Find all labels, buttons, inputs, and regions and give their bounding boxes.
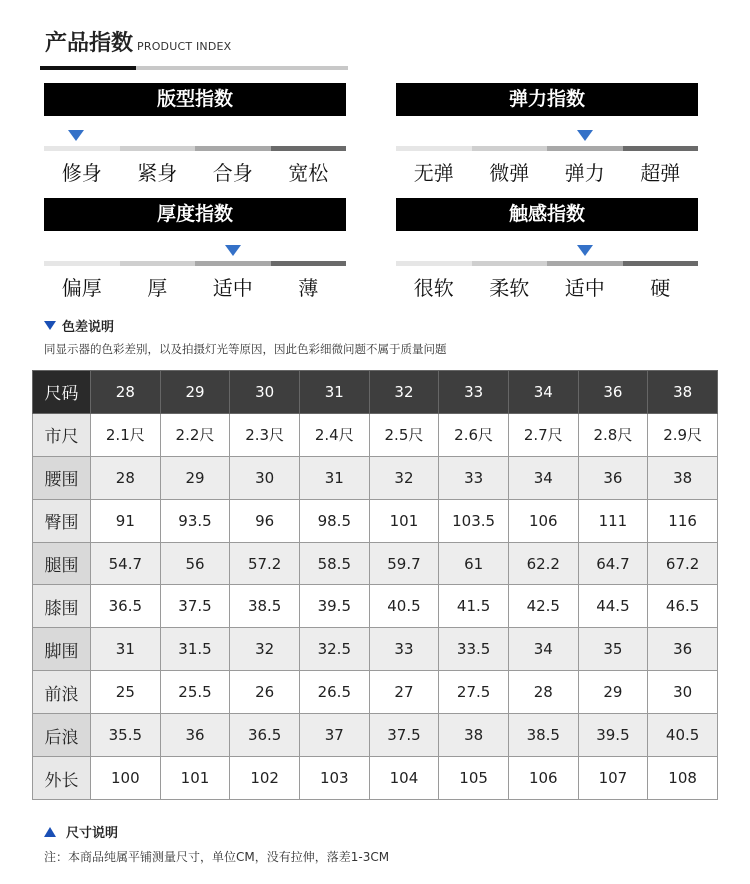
- table-cell: 116: [648, 499, 718, 542]
- table-cell: 30: [648, 671, 718, 714]
- table-row-label: 脚围: [33, 628, 91, 671]
- table-cell: 34: [508, 456, 578, 499]
- touch-index-label: 柔软: [489, 276, 530, 300]
- table-cell: 106: [508, 499, 578, 542]
- table-header-cell: 30: [230, 371, 300, 414]
- table-cell: 25.5: [160, 671, 230, 714]
- table-header-cell: 34: [508, 371, 578, 414]
- table-cell: 58.5: [299, 542, 369, 585]
- fit-index-label: 宽松: [288, 161, 329, 185]
- table-cell: 102: [230, 757, 300, 800]
- size-note-text: 注：本商品纯属平铺测量尺寸，单位CM，没有拉伸，落差1-3CM: [44, 850, 390, 864]
- table-cell: 33: [369, 628, 439, 671]
- thickness-index-scale: [44, 261, 346, 266]
- table-cell: 111: [578, 499, 648, 542]
- page-title: [45, 26, 231, 57]
- table-cell: 28: [91, 456, 161, 499]
- elastic-index-label: 弹力: [564, 161, 605, 185]
- table-header-row: [33, 371, 718, 414]
- triangle-up-icon: [44, 827, 56, 837]
- table-cell: 101: [160, 757, 230, 800]
- table-cell: 38.5: [230, 585, 300, 628]
- table-cell: 107: [578, 757, 648, 800]
- table-cell: 25: [91, 671, 161, 714]
- table-cell: 32: [230, 628, 300, 671]
- table-cell: 36: [648, 628, 718, 671]
- table-cell: 36: [578, 456, 648, 499]
- table-cell: 108: [648, 757, 718, 800]
- table-cell: 32.5: [299, 628, 369, 671]
- table-row: [33, 499, 718, 542]
- touch-index-label: 很软: [413, 276, 454, 300]
- thickness-index-indicator-icon: [225, 245, 241, 256]
- table-cell: 29: [160, 456, 230, 499]
- table-cell: 30: [230, 456, 300, 499]
- touch-index-scale: [396, 261, 698, 266]
- table-cell: 36.5: [230, 714, 300, 757]
- table-cell: 34: [508, 628, 578, 671]
- table-header-label: 尺码: [33, 371, 91, 414]
- table-cell: 28: [508, 671, 578, 714]
- table-row: [33, 671, 718, 714]
- title-underline: [40, 66, 348, 70]
- table-cell: 100: [91, 757, 161, 800]
- table-cell: 40.5: [369, 585, 439, 628]
- touch-index-label: 硬: [650, 276, 671, 300]
- size-note-title: 尺寸说明: [66, 826, 119, 841]
- table-cell: 62.2: [508, 542, 578, 585]
- thickness-index-label: 适中: [212, 276, 253, 300]
- fit-index-label: 合身: [212, 161, 253, 185]
- table-row: [33, 757, 718, 800]
- color-note-text: 同显示器的色彩差别，以及拍摄灯光等原因，因此色彩细微问题不属于质量问题: [44, 342, 447, 356]
- table-cell: 36: [160, 714, 230, 757]
- table-cell: 38.5: [508, 714, 578, 757]
- table-row-label: 膝围: [33, 585, 91, 628]
- table-header-cell: 29: [160, 371, 230, 414]
- table-cell: 59.7: [369, 542, 439, 585]
- table-cell: 38: [648, 456, 718, 499]
- table-cell: 61: [439, 542, 509, 585]
- table-cell: 101: [369, 499, 439, 542]
- table-cell: 91: [91, 499, 161, 542]
- table-row-label: 前浪: [33, 671, 91, 714]
- table-header-cell: 28: [91, 371, 161, 414]
- table-cell: 2.8尺: [578, 413, 648, 456]
- table-header-cell: 38: [648, 371, 718, 414]
- table-header-cell: 31: [299, 371, 369, 414]
- table-cell: 35: [578, 628, 648, 671]
- fit-index-scale: [44, 146, 346, 151]
- table-row: [33, 542, 718, 585]
- table-cell: 31.5: [160, 628, 230, 671]
- table-cell: 2.4尺: [299, 413, 369, 456]
- table-header-cell: 33: [439, 371, 509, 414]
- elastic-index-label: 超弹: [640, 161, 681, 185]
- table-row: [33, 628, 718, 671]
- table-cell: 40.5: [648, 714, 718, 757]
- table-cell: 42.5: [508, 585, 578, 628]
- thickness-index-label: 厚: [147, 276, 168, 300]
- table-cell: 36.5: [91, 585, 161, 628]
- table-cell: 2.2尺: [160, 413, 230, 456]
- touch-index-label: 适中: [564, 276, 605, 300]
- table-row: [33, 456, 718, 499]
- table-row: [33, 585, 718, 628]
- table-cell: 38: [439, 714, 509, 757]
- table-cell: 98.5: [299, 499, 369, 542]
- fit-index-label: 紧身: [137, 161, 178, 185]
- table-cell: 26.5: [299, 671, 369, 714]
- table-cell: 54.7: [91, 542, 161, 585]
- table-cell: 2.3尺: [230, 413, 300, 456]
- table-row-label: 腰围: [33, 456, 91, 499]
- table-cell: 37.5: [369, 714, 439, 757]
- elastic-index-indicator-icon: [577, 130, 593, 141]
- table-row-label: 后浪: [33, 714, 91, 757]
- table-cell: 2.5尺: [369, 413, 439, 456]
- page-title-en: PRODUCT INDEX: [137, 40, 232, 53]
- touch-index-panel: [396, 198, 698, 301]
- table-cell: 67.2: [648, 542, 718, 585]
- table-cell: 31: [299, 456, 369, 499]
- table-cell: 29: [578, 671, 648, 714]
- table-row-label: 外长: [33, 757, 91, 800]
- table-cell: 35.5: [91, 714, 161, 757]
- table-cell: 93.5: [160, 499, 230, 542]
- fit-index-label: 修身: [61, 161, 102, 185]
- table-cell: 104: [369, 757, 439, 800]
- thickness-index-title: 厚度指数: [44, 198, 346, 231]
- table-cell: 57.2: [230, 542, 300, 585]
- table-cell: 26: [230, 671, 300, 714]
- table-cell: 33.5: [439, 628, 509, 671]
- page-title-cn: 产品指数: [45, 31, 134, 56]
- table-cell: 103.5: [439, 499, 509, 542]
- table-row-label: 市尺: [33, 413, 91, 456]
- elastic-index-label: 微弹: [489, 161, 530, 185]
- size-table: [32, 370, 718, 800]
- elastic-index-scale: [396, 146, 698, 151]
- table-cell: 56: [160, 542, 230, 585]
- table-cell: 106: [508, 757, 578, 800]
- fit-index-title: 版型指数: [44, 83, 346, 116]
- table-cell: 33: [439, 456, 509, 499]
- table-cell: 46.5: [648, 585, 718, 628]
- table-cell: 44.5: [578, 585, 648, 628]
- touch-index-indicator-icon: [577, 245, 593, 256]
- table-cell: 37.5: [160, 585, 230, 628]
- table-cell: 105: [439, 757, 509, 800]
- fit-index-panel: [44, 83, 346, 186]
- table-cell: 39.5: [299, 585, 369, 628]
- table-cell: 2.9尺: [648, 413, 718, 456]
- table-cell: 2.1尺: [91, 413, 161, 456]
- table-cell: 27.5: [439, 671, 509, 714]
- table-cell: 32: [369, 456, 439, 499]
- table-cell: 2.7尺: [508, 413, 578, 456]
- size-note-heading: [44, 822, 118, 841]
- table-cell: 31: [91, 628, 161, 671]
- table-cell: 64.7: [578, 542, 648, 585]
- table-cell: 2.6尺: [439, 413, 509, 456]
- table-cell: 103: [299, 757, 369, 800]
- color-note-heading: [44, 316, 114, 335]
- thickness-index-panel: [44, 198, 346, 301]
- touch-index-title: 触感指数: [396, 198, 698, 231]
- table-cell: 96: [230, 499, 300, 542]
- table-cell: 41.5: [439, 585, 509, 628]
- thickness-index-label: 偏厚: [61, 276, 102, 300]
- table-cell: 27: [369, 671, 439, 714]
- fit-index-indicator-icon: [68, 130, 84, 141]
- color-note-title: 色差说明: [62, 320, 115, 335]
- elastic-index-title: 弹力指数: [396, 83, 698, 116]
- table-cell: 37: [299, 714, 369, 757]
- table-cell: 39.5: [578, 714, 648, 757]
- elastic-index-label: 无弹: [413, 161, 454, 185]
- table-row-label: 腿围: [33, 542, 91, 585]
- table-header-cell: 32: [369, 371, 439, 414]
- thickness-index-label: 薄: [298, 276, 319, 300]
- table-row: [33, 413, 718, 456]
- elastic-index-panel: [396, 83, 698, 186]
- triangle-down-icon: [44, 321, 56, 330]
- table-header-cell: 36: [578, 371, 648, 414]
- table-row: [33, 714, 718, 757]
- table-row-label: 臀围: [33, 499, 91, 542]
